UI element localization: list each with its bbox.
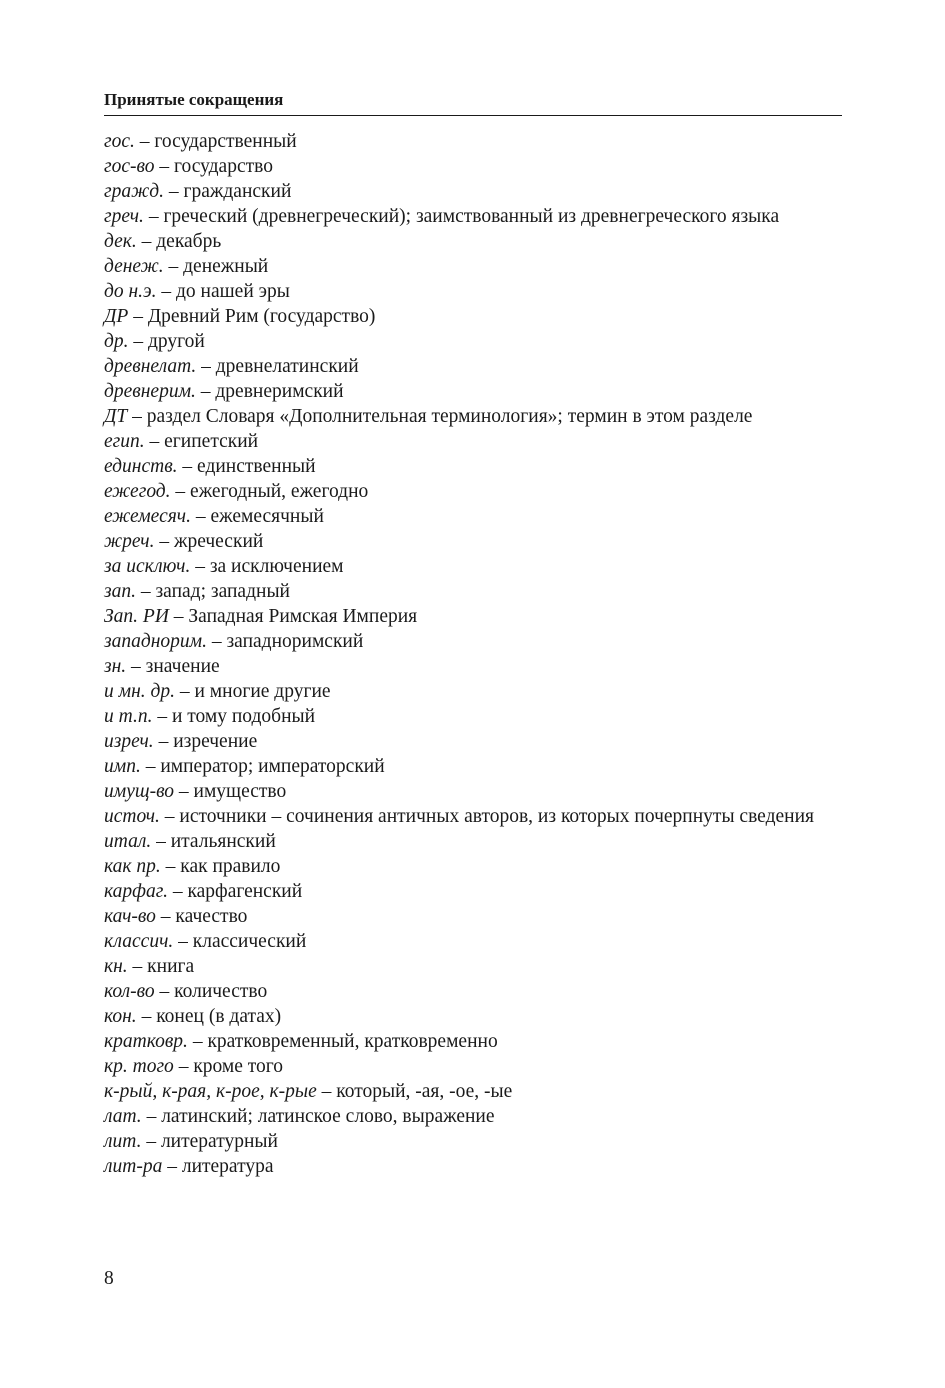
abbreviation-entry — [104, 479, 842, 504]
abbreviation-term: Зап. РИ — [104, 606, 169, 627]
entry-dash: – — [177, 456, 198, 477]
abbreviation-term: древнелат. — [104, 356, 197, 377]
abbreviation-definition: источники – сочинения античных авторов, из которых почерпнуты сведения — [179, 806, 814, 827]
abbreviation-term: лит-ра — [104, 1156, 163, 1177]
abbreviation-term: как пр. — [104, 856, 161, 877]
entry-dash: – — [135, 581, 156, 602]
abbreviation-definition: западноримский — [226, 631, 364, 652]
entry-dash: – — [155, 906, 176, 927]
abbreviation-entry — [104, 504, 842, 529]
abbreviation-term: древнерим. — [104, 381, 196, 402]
entry-dash: – — [173, 931, 193, 952]
abbreviation-definition: государственный — [154, 131, 297, 152]
abbreviation-definition: итальянский — [170, 831, 276, 852]
abbreviation-definition: изречение — [173, 731, 258, 752]
abbreviation-definition: литература — [181, 1156, 274, 1177]
abbreviation-entry — [104, 229, 842, 254]
abbreviation-definition: карфагенский — [187, 881, 303, 902]
entry-dash: – — [154, 981, 175, 1002]
abbreviation-definition: классический — [192, 931, 307, 952]
abbreviation-entry — [104, 204, 842, 229]
abbreviation-term: денеж. — [104, 256, 164, 277]
abbreviation-entry — [104, 529, 842, 554]
abbreviation-entry — [104, 654, 842, 679]
abbreviation-entry — [104, 254, 842, 279]
abbreviation-term: до н.э. — [104, 281, 157, 302]
abbreviation-definition: Древний Рим (государство) — [147, 306, 376, 327]
abbreviation-entry — [104, 1129, 842, 1154]
entry-dash: – — [156, 281, 177, 302]
abbreviation-entry — [104, 179, 842, 204]
abbreviation-definition: книга — [147, 956, 195, 977]
abbreviation-term: гос-во — [104, 156, 155, 177]
abbreviation-entry — [104, 679, 842, 704]
abbreviation-definition: единственный — [197, 456, 316, 477]
entry-dash: – — [162, 1156, 182, 1177]
entry-dash: – — [159, 806, 180, 827]
entry-dash: – — [163, 256, 184, 277]
abbreviation-definition: запад; западный — [155, 581, 290, 602]
abbreviation-definition: кратковременный, кратковременно — [207, 1031, 498, 1052]
abbreviation-term: карфаг. — [104, 881, 168, 902]
entry-dash: – — [190, 556, 210, 577]
entry-dash: – — [160, 856, 181, 877]
entry-dash: – — [134, 131, 155, 152]
abbreviation-entry — [104, 329, 842, 354]
abbreviation-definition: имущество — [193, 781, 287, 802]
abbreviation-definition: жреческий — [173, 531, 264, 552]
abbreviation-entry — [104, 754, 842, 779]
abbreviation-term: и мн. др. — [104, 681, 175, 702]
abbreviation-entry — [104, 979, 842, 1004]
abbreviation-entry — [104, 354, 842, 379]
entry-dash: – — [164, 181, 184, 202]
entry-dash: – — [151, 831, 171, 852]
abbreviation-entry — [104, 829, 842, 854]
abbreviation-entry — [104, 304, 842, 329]
abbreviation-entry — [104, 1029, 842, 1054]
abbreviation-entry — [104, 904, 842, 929]
entry-dash: – — [140, 756, 161, 777]
abbreviation-entry — [104, 279, 842, 304]
abbreviation-definition: древнеримский — [215, 381, 344, 402]
abbreviation-definition: греческий (древнегреческий); заимствованный из древнегреческого языка — [163, 206, 780, 227]
entry-dash: – — [128, 306, 148, 327]
abbreviation-entry — [104, 804, 842, 829]
abbreviation-term: западнорим. — [104, 631, 207, 652]
entry-dash: – — [173, 1056, 194, 1077]
abbreviation-entry — [104, 1004, 842, 1029]
abbreviation-term: имп. — [104, 756, 141, 777]
abbreviation-definition: денежный — [183, 256, 269, 277]
abbreviation-term: дек. — [104, 231, 137, 252]
abbreviation-definition: раздел Словаря «Дополнительная терминология»; термин в этом разделе — [146, 406, 753, 427]
abbreviation-definition: качество — [175, 906, 248, 927]
abbreviation-term: лит. — [104, 1131, 142, 1152]
abbreviation-term: греч. — [104, 206, 144, 227]
abbreviation-entry — [104, 779, 842, 804]
abbreviation-definition: до нашей эры — [176, 281, 290, 302]
abbreviation-term: ежегод. — [104, 481, 171, 502]
page-header-title: Принятые сокращения — [104, 90, 284, 109]
entry-dash: – — [127, 956, 148, 977]
abbreviation-definition: декабрь — [156, 231, 222, 252]
abbreviation-definition: значение — [145, 656, 220, 677]
abbreviation-definition: император; императорский — [160, 756, 385, 777]
running-header — [104, 88, 842, 116]
abbreviation-entry — [104, 1079, 842, 1104]
entry-dash: – — [187, 1031, 208, 1052]
abbreviation-term: егип. — [104, 431, 145, 452]
abbreviation-entry — [104, 704, 842, 729]
abbreviation-entry — [104, 929, 842, 954]
entry-dash: – — [126, 656, 146, 677]
entry-dash: – — [168, 606, 189, 627]
abbreviation-term: классич. — [104, 931, 174, 952]
entry-dash: – — [174, 781, 194, 802]
abbreviation-entry — [104, 1104, 842, 1129]
abbreviation-term: итал. — [104, 831, 152, 852]
abbreviation-definition: который, -ая, -ое, -ые — [336, 1081, 513, 1102]
entry-dash: – — [153, 731, 174, 752]
abbreviation-term: гражд. — [104, 181, 164, 202]
abbreviation-definition: литературный — [160, 1131, 278, 1152]
entry-dash: – — [141, 1106, 162, 1127]
abbreviation-definition: ежемесячный — [210, 506, 324, 527]
page-number: 8 — [104, 1268, 114, 1289]
entry-dash: – — [167, 881, 188, 902]
abbreviation-term: источ. — [104, 806, 160, 827]
abbreviation-entry — [104, 404, 842, 429]
abbreviation-term: ДР — [104, 306, 129, 327]
abbreviation-definition: и тому подобный — [171, 706, 316, 727]
abbreviation-term: зн. — [104, 656, 127, 677]
entry-dash: – — [195, 381, 216, 402]
abbreviation-term: жреч. — [104, 531, 155, 552]
abbreviation-definition: количество — [174, 981, 268, 1002]
abbreviation-term: лат. — [104, 1106, 142, 1127]
abbreviation-definition: ежегодный, ежегодно — [190, 481, 369, 502]
abbreviation-term: зап. — [104, 581, 136, 602]
abbreviation-entry — [104, 604, 842, 629]
abbreviation-entry — [104, 1154, 842, 1179]
abbreviation-entry — [104, 154, 842, 179]
abbreviation-term: изреч. — [104, 731, 154, 752]
abbreviation-term: к-рый, к-рая, к-рое, к-рые — [104, 1081, 317, 1102]
abbreviation-definition: Западная Римская Империя — [188, 606, 418, 627]
abbreviation-entry — [104, 454, 842, 479]
abbreviation-term: гос. — [104, 131, 135, 152]
entry-dash: – — [144, 431, 165, 452]
abbreviation-term: кр. того — [104, 1056, 174, 1077]
abbreviation-term: ДТ — [104, 406, 128, 427]
entry-dash: – — [136, 231, 157, 252]
abbreviation-entry — [104, 1054, 842, 1079]
abbreviation-entry — [104, 629, 842, 654]
abbreviation-list — [104, 129, 842, 1179]
abbreviation-entry — [104, 129, 842, 154]
entry-dash: – — [196, 356, 216, 377]
abbreviation-term: кратковр. — [104, 1031, 188, 1052]
entry-dash: – — [141, 1131, 161, 1152]
abbreviation-term: кач-во — [104, 906, 156, 927]
abbreviation-entry — [104, 579, 842, 604]
abbreviation-entry — [104, 954, 842, 979]
entry-dash: – — [206, 631, 227, 652]
entry-dash: – — [128, 331, 148, 352]
abbreviation-term: ежемесяч. — [104, 506, 191, 527]
entry-dash: – — [170, 481, 191, 502]
abbreviation-term: за исключ. — [104, 556, 191, 577]
entry-dash: – — [316, 1081, 337, 1102]
abbreviation-entry — [104, 379, 842, 404]
abbreviation-definition: другой — [148, 331, 205, 352]
entry-dash: – — [127, 406, 147, 427]
abbreviation-definition: государство — [173, 156, 273, 177]
abbreviation-term: др. — [104, 331, 129, 352]
abbreviation-definition: кроме того — [193, 1056, 284, 1077]
abbreviation-definition: за исключением — [209, 556, 344, 577]
abbreviation-term: кн. — [104, 956, 128, 977]
entry-dash: – — [190, 506, 211, 527]
abbreviation-definition: конец (в датах) — [156, 1006, 282, 1027]
entry-dash: – — [154, 531, 174, 552]
abbreviation-definition: и многие другие — [194, 681, 331, 702]
abbreviation-definition: латинский; латинское слово, выражение — [161, 1106, 495, 1127]
entry-dash: – — [152, 706, 172, 727]
abbreviation-term: имущ-во — [104, 781, 175, 802]
abbreviation-term: и т.п. — [104, 706, 153, 727]
abbreviation-term: кол-во — [104, 981, 155, 1002]
abbreviation-entry — [104, 729, 842, 754]
abbreviation-entry — [104, 854, 842, 879]
entry-dash: – — [136, 1006, 157, 1027]
entry-dash: – — [143, 206, 164, 227]
abbreviation-term: кон. — [104, 1006, 137, 1027]
abbreviation-definition: египетский — [164, 431, 259, 452]
abbreviation-entry — [104, 554, 842, 579]
abbreviation-definition: древнелатинский — [215, 356, 359, 377]
abbreviation-definition: как правило — [180, 856, 281, 877]
abbreviation-entry — [104, 879, 842, 904]
abbreviation-definition: гражданский — [183, 181, 292, 202]
entry-dash: – — [154, 156, 174, 177]
abbreviation-term: единств. — [104, 456, 178, 477]
abbreviation-entry — [104, 429, 842, 454]
entry-dash: – — [174, 681, 195, 702]
